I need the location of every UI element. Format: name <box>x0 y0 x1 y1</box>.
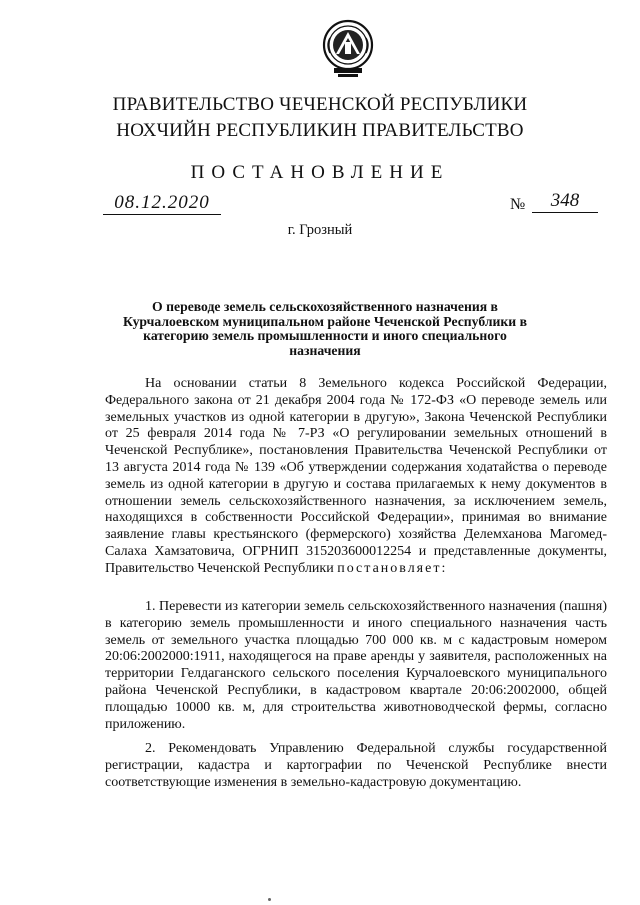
city-label: г. Грозный <box>287 222 353 238</box>
document-title: ПОСТАНОВЛЕНИЕ <box>190 162 450 183</box>
document-date: 08.12.2020 <box>103 192 221 215</box>
clause-1-paragraph: 1. Перевести из категории земель сельскохозяйственного назначения (пашня) в категорию земель промышленности и иного специального назначения часть земель от земельного участка площадью 700 000 кв. м с кадастровым номером 20:06:2002000:1911, находящегося на праве аренды у заявителя, расположенных на территории Гелдаганского сельского поселения Курчалоевского муниципального района Чеченской Республики, в кадастровом квартале 20:06:2002000, общей площадью 10000 кв. м, для строительства животноводческой фермы, согласно приложению. <box>105 599 607 732</box>
page-mark <box>268 898 271 901</box>
document-number: 348 <box>532 190 598 213</box>
number-label: № <box>510 196 526 213</box>
government-name-russian: ПРАВИТЕЛЬСТВО ЧЕЧЕНСКОЙ РЕСПУБЛИКИ <box>112 94 528 115</box>
preamble-paragraph <box>105 376 607 578</box>
preamble-text: На основании статьи 8 Земельного кодекса Российской Федерации, Федерального закона от 21 декабря 2004 года № 172-ФЗ «О переводе земель или земельных участков из одной категории в другую», Закона Чеченской Республики от 25 февраля 2014 года № 7-РЗ «О регулировании земельных отношений в Чеченской Республике», постановления Правительства Чеченской Республики от 13 августа 2014 года № 139 «Об утверждении содержания ходатайства о переводе земель из одной категории в другую и состава прилагаемых к нему документов в отношении земель сельскохозяйственного назначения, за исключением земель, находящихся в собственности Российской Федерации», принимая во внимание заявление главы крестьянского (фермерского) хозяйства Делемханова Магомед-Салаха Хамзатовича, ОГРНИП 315203600012254 и представленные документы, Правительство Чеченской Республики <box>105 376 607 576</box>
coat-of-arms-emblem <box>322 18 374 80</box>
clause-2-paragraph: 2. Рекомендовать Управлению Федеральной службы государственной регистрации, кадастра и картографии по Чеченской Республике внести соответствующие изменения в земельно-кадастровую документацию. <box>105 741 607 790</box>
government-name-chechen: НОХЧИЙН РЕСПУБЛИКИН ПРАВИТЕЛЬСТВО <box>116 120 524 141</box>
decree-word: постановляет: <box>337 560 448 576</box>
decree-subject: О переводе земель сельскохозяйственного назначения в Курчалоевском муниципальном районе Чеченской Республики в категорию земель промышленности и иного специального назначения <box>122 299 527 358</box>
